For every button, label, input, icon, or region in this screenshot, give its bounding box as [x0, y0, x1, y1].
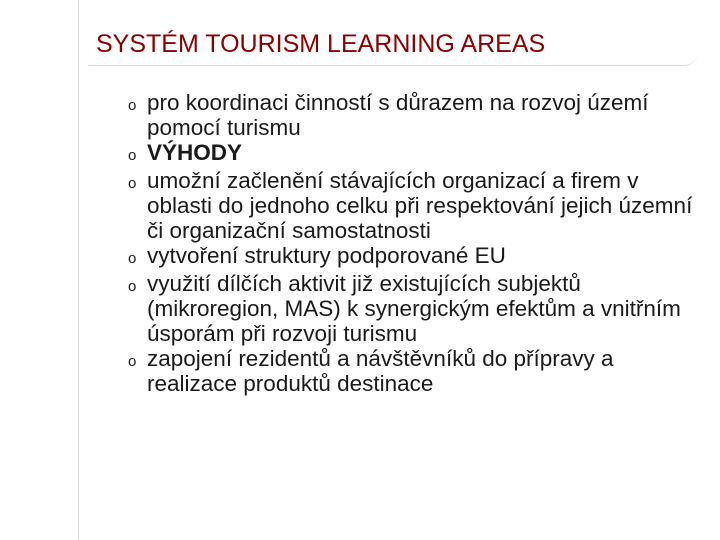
bullet-marker: o — [128, 278, 137, 295]
bullet-marker: o — [128, 147, 137, 164]
bullet-marker: o — [128, 250, 137, 267]
slide-title: SYSTÉM TOURISM LEARNING AREAS — [96, 30, 546, 58]
bullet-list — [128, 90, 703, 396]
bullet-text: umožní začlenění stávajících organizací a firem v oblasti do jednoho celku při respektování jejich územní či organizační samostatnosti — [147, 168, 693, 243]
bullet-text-heading: VÝHODY — [147, 140, 243, 165]
bullet-text: zapojení rezidentů a návštěvníků do přípravy a realizace produktů destinace — [147, 346, 614, 396]
bullet-marker: o — [128, 353, 137, 370]
bullet-item — [128, 271, 703, 346]
bullet-item — [128, 346, 703, 396]
bullet-text: využití dílčích aktivit již existujících subjektů (mikroregion, MAS) k synergickým efektům a vnitřním úsporám při rozvoji turismu — [147, 271, 681, 346]
bullet-item — [128, 168, 703, 243]
bullet-marker: o — [128, 175, 137, 192]
bullet-item — [128, 243, 703, 271]
bullet-text: vytvoření struktury podporované EU — [147, 243, 506, 268]
title-frame — [88, 24, 698, 66]
bullet-marker: o — [128, 97, 137, 114]
left-divider — [78, 0, 79, 540]
bullet-text: pro koordinaci činností s důrazem na rozvoj území pomocí turismu — [147, 90, 649, 140]
bullet-item — [128, 140, 703, 168]
bullet-item — [128, 90, 703, 140]
